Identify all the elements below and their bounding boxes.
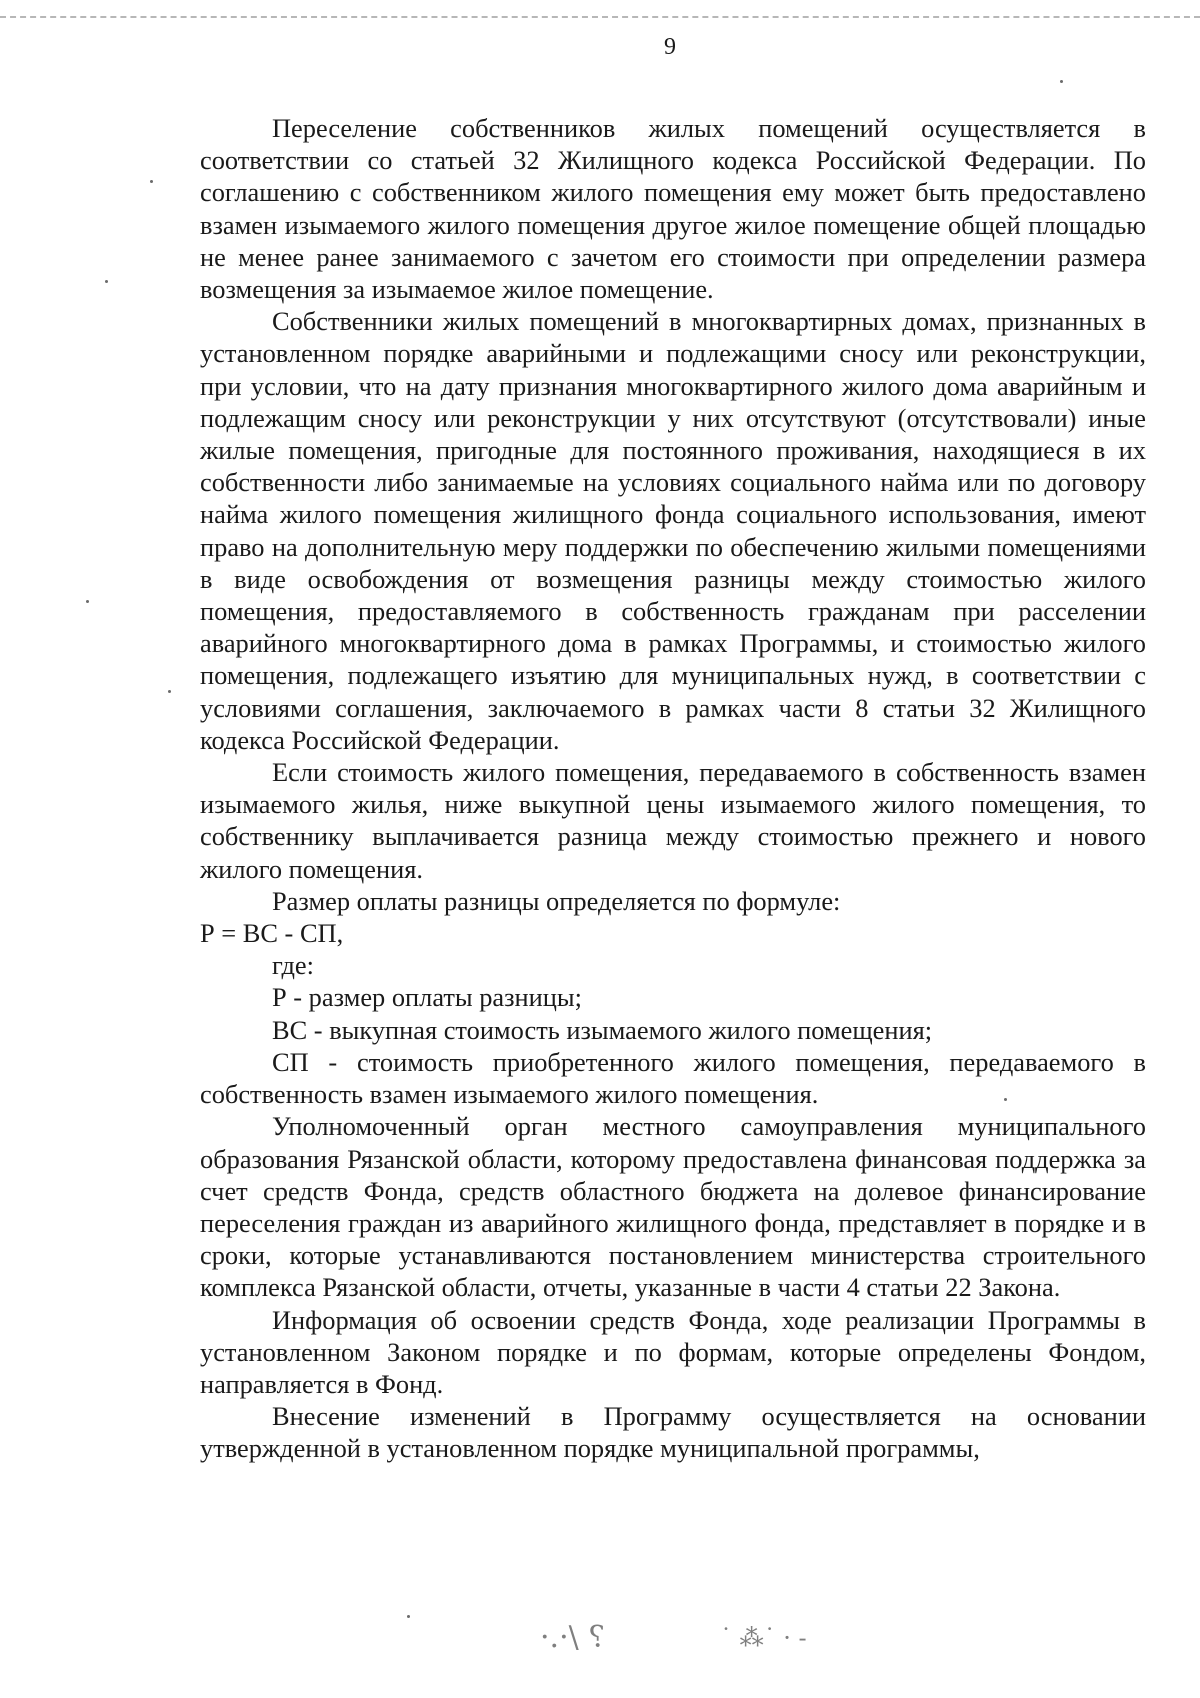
scan-smudge: ·.·\ ⸮ bbox=[540, 1620, 605, 1655]
definition-p: Р - размер оплаты разницы; bbox=[272, 982, 582, 1013]
paragraph-owners-support: Собственники жилых помещений в многоквартирных домах, признанных в установленном порядке аварийными и подлежащими сносу или реконструкции, при условии, что на дату признания многоквартирного жилого дома аварийным и подлежащим сносу или реконструкции у них отсутствуют (отсутствовали) иные жилые помещения, пригодные для постоянного проживания, находящиеся в их собственности либо занимаемые на условиях социального найма или по договору найма жилого помещения жилищного фонда социального использования, имеют право на дополнительную меру поддержки по обеспечению жилыми помещениями в виде освобождения от возмещения разницы между стоимостью жилого помещения, предоставляемого в собственность гражданам при расселении аварийного многоквартирного дома в рамках Программы, и стоимостью жилого помещения, подлежащего изъятию для муниципальных нужд, в соответствии с условиями соглашения, заключаемого в рамках части 8 статьи 32 Жилищного кодекса Российской Федерации. bbox=[200, 306, 1146, 755]
scan-speck bbox=[1004, 1098, 1007, 1101]
paragraph-formula-intro: Размер оплаты разницы определяется по формуле: bbox=[272, 885, 841, 916]
formula: Р = ВС - СП, bbox=[200, 918, 344, 949]
formula-where: где: bbox=[272, 950, 314, 981]
definition-sp: СП - стоимость приобретенного жилого помещения, передаваемого в собственность взамен изымаемого жилого помещения. bbox=[200, 1046, 1146, 1110]
document-body bbox=[200, 112, 1146, 1465]
scan-speck bbox=[86, 600, 89, 603]
paragraph-cost-difference: Если стоимость жилого помещения, передаваемого в собственность взамен изымаемого жилья, ниже выкупной цены изымаемого жилого помещения, то собственнику выплачивается разница между стоимостью прежнего и нового жилого помещения. bbox=[200, 757, 1146, 884]
scan-edge-line bbox=[0, 16, 1200, 18]
scan-smudge: ˙ ⁂˙ · - bbox=[720, 1624, 807, 1652]
scan-speck bbox=[1060, 80, 1063, 83]
definition-vs: ВС - выкупная стоимость изымаемого жилого помещения; bbox=[272, 1014, 933, 1045]
scan-speck bbox=[105, 280, 108, 283]
scan-speck bbox=[150, 180, 153, 183]
page-number: 9 bbox=[664, 34, 676, 60]
paragraph-resettlement: Переселение собственников жилых помещений осуществляется в соответствии со статьей 32 Жилищного кодекса Российской Федерации. По соглашению с собственником жилого помещения ему может быть предоставлено взамен изымаемого жилого помещения другое жилое помещение общей площадью не менее ранее занимаемого с зачетом его стоимости при определении размера возмещения за изымаемое жилое помещение. bbox=[200, 113, 1146, 305]
scan-speck bbox=[407, 1615, 410, 1618]
paragraph-authorized-body: Уполномоченный орган местного самоуправления муниципального образования Рязанской области, которому предоставлена финансовая поддержка за счет средств Фонда, средств областного бюджета на долевое финансирование переселения граждан из аварийного жилищного фонда, представляет в порядке и в сроки, которые устанавливаются постановлением министерства строительного комплекса Рязанской области, отчеты, указанные в части 4 статьи 22 Закона. bbox=[200, 1111, 1146, 1303]
scan-speck bbox=[168, 690, 171, 693]
paragraph-program-changes: Внесение изменений в Программу осуществляется на основании утвержденной в установленном порядке муниципальной программы, bbox=[200, 1401, 1146, 1464]
paragraph-fund-information: Информация об освоении средств Фонда, ходе реализации Программы в установленном Законом порядке и по формам, которые определены Фондом, направляется в Фонд. bbox=[200, 1304, 1146, 1399]
